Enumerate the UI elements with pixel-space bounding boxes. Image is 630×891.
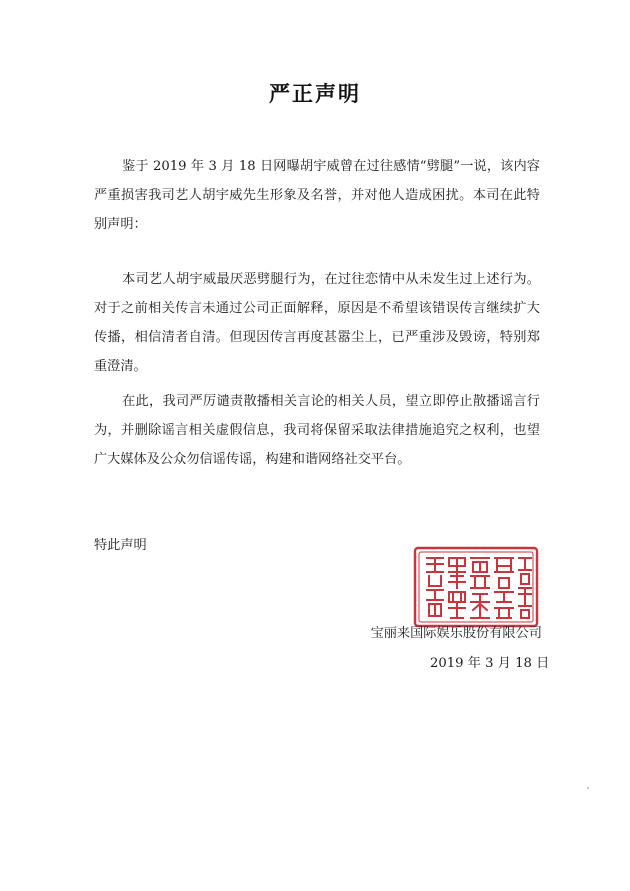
statement-date: 2019 年 3 月 18 日 (430, 656, 550, 671)
scan-speck (587, 787, 589, 789)
company-signature: 宝丽来国际娱乐股份有限公司 (370, 626, 542, 641)
paragraph-2: 本司艺人胡宇威最厌恶劈腿行为，在过往恋情中从未发生过上述行为。对于之前相关传言未通过公司正面解释，原因是不希望该错误传言继续扩大传播，相信清者自清。但现因传言再度甚嚣尘上，已严重涉及毁谤，特别郑重澄清。 (94, 272, 540, 374)
paragraph-1: 鉴于 2019 年 3 月 18 日网曝胡宇威曾在过往感情“劈腿”一说，该内容严重损害我司艺人胡宇威先生形象及名誉，并对他人造成困扰。本司在此特别声明： (94, 159, 540, 232)
closing-statement: 特此声明 (94, 538, 147, 553)
paragraph-3: 在此，我司严厉谴责散播相关言论的相关人员，望立即停止散播谣言行为，并删除谣言相关虚假信息，我司将保留采取法律措施追究之权利，也望广大媒体及公众勿信谣传谣，构建和谐网络社交平台。 (94, 394, 540, 467)
page-title: 严正声明 (269, 81, 361, 106)
company-seal-icon (413, 546, 539, 628)
